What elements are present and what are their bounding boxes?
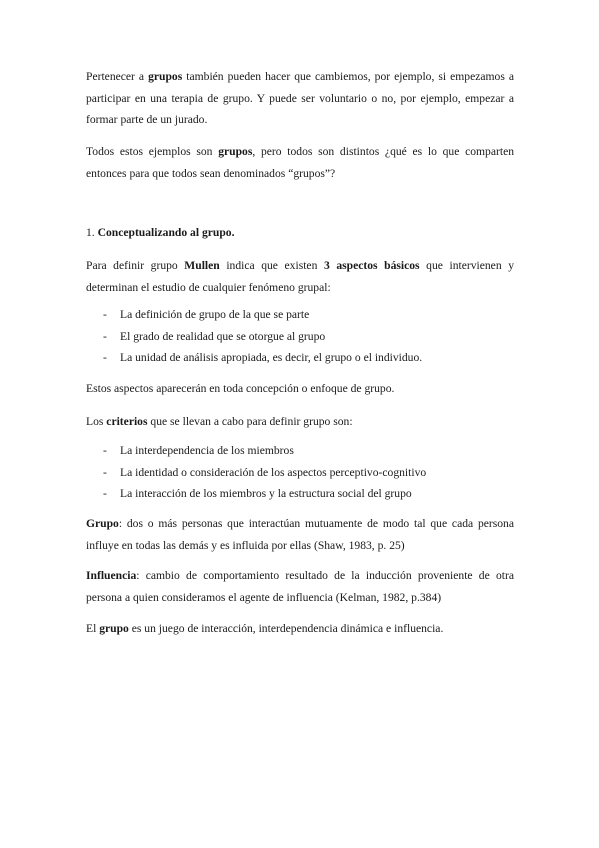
section-title: Conceptualizando al grupo. <box>97 226 235 239</box>
definition-term: Grupo <box>86 517 119 530</box>
dash-bullet: - <box>103 444 107 457</box>
text-span: El <box>86 622 100 635</box>
list-item <box>86 304 514 326</box>
list-item-text: La interdependencia de los miembros <box>120 444 294 457</box>
definition-influencia <box>86 565 514 608</box>
text-span: Para definir grupo <box>86 259 185 272</box>
definition-term: Influencia <box>86 569 137 582</box>
criteria-intro <box>86 411 514 433</box>
dash-bullet: - <box>103 329 107 343</box>
intro-paragraph-2 <box>86 141 514 184</box>
list-item <box>86 326 514 348</box>
aspects-list <box>86 304 514 369</box>
list-item-text: La identidad o consideración de los aspectos perceptivo-cognitivo <box>120 465 427 479</box>
text-span: Pertenecer a <box>86 70 149 83</box>
list-item-text: La definición de grupo de la que se parte <box>120 308 310 321</box>
section-number: 1 <box>86 226 92 239</box>
list-item <box>86 347 514 369</box>
aspects-note: Estos aspectos aparecerán en toda concepción o enfoque de grupo. <box>86 382 395 395</box>
dash-bullet: - <box>103 308 107 321</box>
definition-text: : dos o más personas que interactúan mutuamente de modo tal que cada persona influye en todas las demás y es influida por ellas (Shaw, 1983, p. 25) <box>86 517 514 552</box>
list-item <box>86 440 514 462</box>
list-item-text: La interacción de los miembros y la estructura social del grupo <box>120 487 412 500</box>
text-span: es un juego de interacción, interdependencia dinámica e influencia. <box>128 622 444 635</box>
text-span: que se llevan a cabo para definir grupo son: <box>147 415 353 428</box>
list-item <box>86 462 514 484</box>
dash-bullet: - <box>103 465 107 479</box>
criteria-list <box>86 440 514 505</box>
text-span: indica que existen <box>219 259 324 272</box>
bold-term: grupos <box>218 145 253 158</box>
list-item-text: El grado de realidad que se otorgue al grupo <box>120 329 326 343</box>
text-span: Los <box>86 415 107 428</box>
text-span: Todos estos ejemplos son <box>86 145 219 158</box>
section-heading <box>86 222 514 244</box>
text-span: también pueden hacer que cambiemos, por ejemplo, si empezamos a participar en una terapia de grupo. Y puede ser voluntario o no, por ejemplo, empezar a formar parte de un jurado. <box>86 70 514 126</box>
section-separator: . <box>91 226 98 239</box>
definition-text: : cambio de comportamiento resultado de la inducción proveniente de otra persona a quien consideramos el agente de influencia (Kelman, 1982, p.384) <box>86 569 514 604</box>
mullen-paragraph <box>86 255 514 298</box>
intro-paragraph-1 <box>86 66 514 131</box>
text-span: , pero todos son distintos ¿qué es lo que comparten entonces para que todos sean denominados “grupos”? <box>86 145 515 180</box>
list-item <box>86 483 514 505</box>
closing-paragraph <box>86 618 514 640</box>
bold-term: grupos <box>148 70 183 83</box>
text-span: que intervienen y determinan el estudio de cualquier fenómeno grupal: <box>86 259 514 294</box>
dash-bullet: - <box>103 351 107 364</box>
bold-term: 3 aspectos básicos <box>323 259 420 272</box>
bold-term: Mullen <box>184 259 220 272</box>
bold-term: grupo <box>99 622 129 635</box>
definition-grupo <box>86 513 514 556</box>
dash-bullet: - <box>103 487 107 500</box>
list-item-text: La unidad de análisis apropiada, es decir, el grupo o el individuo. <box>120 351 423 364</box>
bold-term: criterios <box>106 415 148 428</box>
